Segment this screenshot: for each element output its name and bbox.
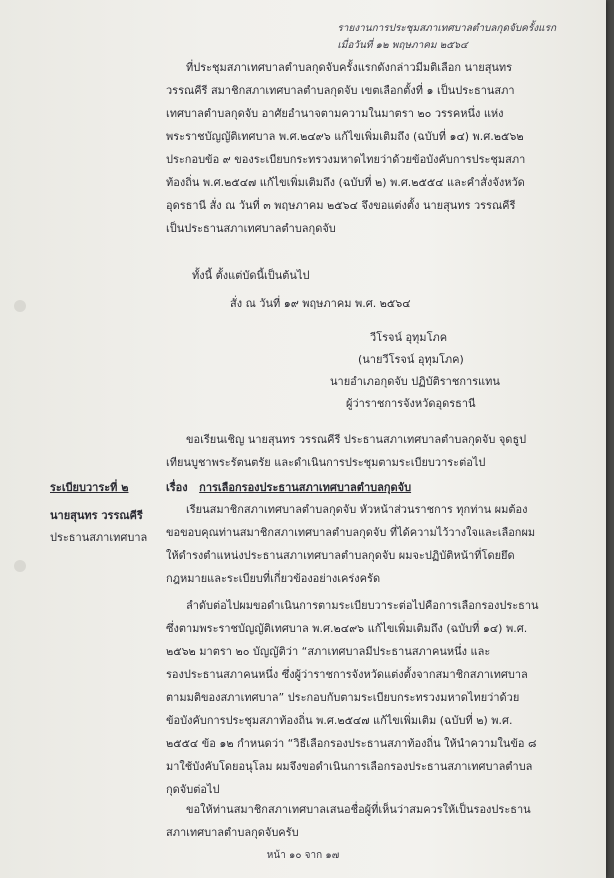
- text-line: ท้องถิ่น พ.ศ.๒๕๔๗ แก้ไขเพิ่มเติมถึง (ฉบับที่ ๒) พ.ศ.๒๕๕๔ และคำสั่งจังหวัด: [166, 176, 525, 189]
- signer-position-2: ผู้ว่าราชการจังหวัดอุดรธานี: [346, 397, 476, 410]
- text-line: ๒๕๕๔ ข้อ ๑๒ กำหนดว่า “วิธีเลือกรองประธานสภาท้องถิ่น ให้นำความในข้อ ๘: [166, 737, 537, 750]
- text-line: กฎหมายและระเบียบที่เกี่ยวข้องอย่างเคร่งครัด: [166, 572, 381, 585]
- text-line: เรียนสมาชิกสภาเทศบาลตำบลกุดจับ หัวหน้าส่วนราชการ ทุกท่าน ผมต้อง: [186, 503, 528, 516]
- punch-hole: [14, 300, 26, 312]
- subject-title: การเลือกรองประธานสภาเทศบาลตำบลกุดจับ: [199, 481, 412, 494]
- text-line: พระราชบัญญัติเทศบาล พ.ศ.๒๔๙๖ แก้ไขเพิ่มเติมถึง (ฉบับที่ ๑๔) พ.ศ.๒๕๖๒: [166, 130, 524, 143]
- text-line: เป็นประธานสภาเทศบาลตำบลกุดจับ: [166, 222, 336, 235]
- text-line: ข้อบังคับการประชุมสภาท้องถิ่น พ.ศ.๒๕๔๗ แก้ไขเพิ่มเติม (ฉบับที่ ๒) พ.ศ.: [166, 714, 513, 727]
- header-line-2: เมื่อวันที่ ๑๒ พฤษภาคม ๒๕๖๔: [337, 40, 468, 51]
- speaker-role: ประธานสภาเทศบาล: [50, 531, 148, 544]
- agenda-subject: [166, 478, 411, 496]
- procedure-paragraph: [166, 594, 566, 801]
- text-line: ขอให้ท่านสมาชิกสภาเทศบาลเสนอชื่อผู้ที่เห็นว่าสมควรให้เป็นรองประธาน: [186, 803, 531, 816]
- punch-hole: [14, 560, 26, 572]
- text-line: อุดรธานี สั่ง ณ วันที่ ๓ พฤษภาคม ๒๕๖๔ จึงขอแต่งตั้ง นายสุนทร วรรณคีรี: [166, 199, 516, 212]
- text-line: สภาเทศบาลตำบลกุดจับครับ: [166, 826, 299, 839]
- nomination-paragraph: [166, 798, 566, 844]
- text-line: ขอขอบคุณท่านสมาชิกสภาเทศบาลตำบลกุดจับ ที่ได้ความไว้วางใจและเลือกผม: [166, 526, 536, 539]
- text-line: เทศบาลตำบลกุดจับ อาศัยอำนาจตามความในมาตรา ๒๐ วรรคหนึ่ง แห่ง: [166, 107, 504, 120]
- resolution-paragraph: [166, 56, 566, 240]
- page-number: หน้า ๑๐ จาก ๑๗: [266, 850, 340, 861]
- signer-position-1: นายอำเภอกุดจับ ปฏิบัติราชการแทน: [330, 375, 500, 388]
- text-line: ที่ประชุมสภาเทศบาลตำบลกุดจับครั้งแรกดังกล่าวมีมติเลือก นายสุนทร: [186, 61, 513, 74]
- thanks-paragraph: [166, 498, 566, 590]
- text-line: รองประธานสภาคนหนึ่ง ซึ่งผู้ว่าราชการจังหวัดแต่งตั้งจากสมาชิกสภาเทศบาล: [166, 668, 528, 681]
- invitation-paragraph: [166, 428, 566, 474]
- text-line: วรรณคีรี สมาชิกสภาเทศบาลตำบลกุดจับ เขตเลือกตั้งที่ ๑ เป็นประธานสภา: [166, 84, 515, 97]
- effective-clause: ทั้งนี้ ตั้งแต่บัดนี้เป็นต้นไป: [192, 269, 310, 282]
- running-header: [337, 20, 556, 54]
- text-line: ซึ่งตามพระราชบัญญัติเทศบาล พ.ศ.๒๔๙๖ แก้ไขเพิ่มเติมถึง (ฉบับที่ ๑๔) พ.ศ.: [166, 622, 528, 635]
- text-line: ลำดับต่อไปผมขอดำเนินการตามระเบียบวาระต่อไปคือการเลือกรองประธาน: [186, 599, 539, 612]
- text-line: มาใช้บังคับโดยอนุโลม ผมจึงขอดำเนินการเลือกรองประธานสภาเทศบาลตำบล: [166, 760, 533, 773]
- text-line: ให้ดำรงตำแหน่งประธานสภาเทศบาลตำบลกุดจับ ผมจะปฏิบัติหน้าที่โดยยึด: [166, 549, 515, 562]
- text-line: ขอเรียนเชิญ นายสุนทร วรรณคีรี ประธานสภาเทศบาลตำบลกุดจับ จุดธูป: [186, 433, 527, 446]
- text-line: ตามมติของสภาเทศบาล” ประกอบกับตามระเบียบกระทรวงมหาดไทยว่าด้วย: [166, 691, 520, 704]
- order-date: สั่ง ณ วันที่ ๑๙ พฤษภาคม พ.ศ. ๒๕๖๔: [230, 297, 411, 310]
- subject-head: เรื่อง: [166, 481, 188, 494]
- header-line-1: รายงานการประชุมสภาเทศบาลตำบลกุดจับครั้งแรก: [337, 23, 556, 34]
- text-line: เทียนบูชาพระรัตนตรัย และดำเนินการประชุมตามระเบียบวาระต่อไป: [166, 456, 486, 469]
- text-line: กุดจับต่อไป: [166, 783, 220, 796]
- agenda-label: ระเบียบวาระที่ ๒: [50, 481, 129, 494]
- signature-name: วีโรจน์ อุทุมโภค: [370, 331, 448, 344]
- signer-full-name: (นายวีโรจน์ อุทุมโภค): [358, 353, 464, 366]
- text-line: ๒๕๖๒ มาตรา ๒๐ บัญญัติว่า “สภาเทศบาลมีประธานสภาคนหนึ่ง และ: [166, 645, 491, 658]
- text-line: ประกอบข้อ ๙ ของระเบียบกระทรวงมหาดไทยว่าด้วยข้อบังคับการประชุมสภา: [166, 153, 526, 166]
- speaker-name: นายสุนทร วรรณคีรี: [50, 509, 143, 522]
